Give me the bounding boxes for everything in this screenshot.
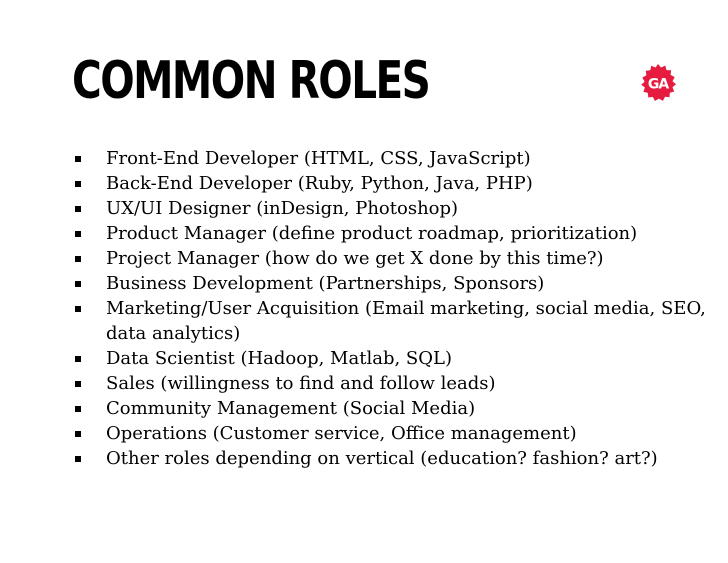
bullet-icon — [75, 306, 81, 312]
bullet-icon — [75, 156, 81, 162]
ga-logo-icon — [639, 64, 677, 102]
list-item-text: Other roles depending on vertical (education? fashion? art?) — [106, 448, 658, 469]
list-item-text: Business Development (Partnerships, Sponsors) — [106, 273, 545, 294]
list-item-text: Project Manager (how do we get X done by this time?) — [106, 248, 604, 269]
list-item — [72, 346, 712, 371]
logo-text: GA — [647, 76, 669, 93]
list-item — [72, 271, 712, 296]
bullet-icon — [75, 431, 81, 437]
bullet-icon — [75, 256, 81, 262]
list-item-text: Back-End Developer (Ruby, Python, Java, PHP) — [106, 173, 533, 194]
bullet-icon — [75, 206, 81, 212]
list-item-text: UX/UI Designer (inDesign, Photoshop) — [106, 198, 459, 219]
bullet-icon — [75, 231, 81, 237]
bullet-icon — [75, 456, 81, 462]
list-item — [72, 146, 712, 171]
list-item — [72, 421, 712, 446]
list-item-text: Front-End Developer (HTML, CSS, JavaScript) — [106, 148, 531, 169]
list-item-text: Sales (willingness to find and follow leads) — [106, 373, 496, 394]
list-item-text: Marketing/User Acquisition (Email marketing, social media, SEO, data analytics) — [106, 298, 706, 344]
roles-list — [72, 146, 712, 471]
bullet-icon — [75, 381, 81, 387]
bullet-icon — [75, 181, 81, 187]
bullet-icon — [75, 356, 81, 362]
list-item — [72, 171, 712, 196]
list-item-text: Community Management (Social Media) — [106, 398, 476, 419]
list-item-text: Product Manager (define product roadmap, prioritization) — [106, 223, 638, 244]
list-item — [72, 246, 712, 271]
list-item-text: Operations (Customer service, Office management) — [106, 423, 577, 444]
list-item-text: Data Scientist (Hadoop, Matlab, SQL) — [106, 348, 452, 369]
list-item — [72, 196, 712, 221]
slide-title: COMMON ROLES — [72, 51, 430, 111]
list-item — [72, 371, 712, 396]
list-item — [72, 296, 706, 346]
list-item — [72, 396, 712, 421]
list-item — [72, 446, 712, 471]
bullet-icon — [75, 406, 81, 412]
list-item — [72, 221, 712, 246]
bullet-icon — [75, 281, 81, 287]
